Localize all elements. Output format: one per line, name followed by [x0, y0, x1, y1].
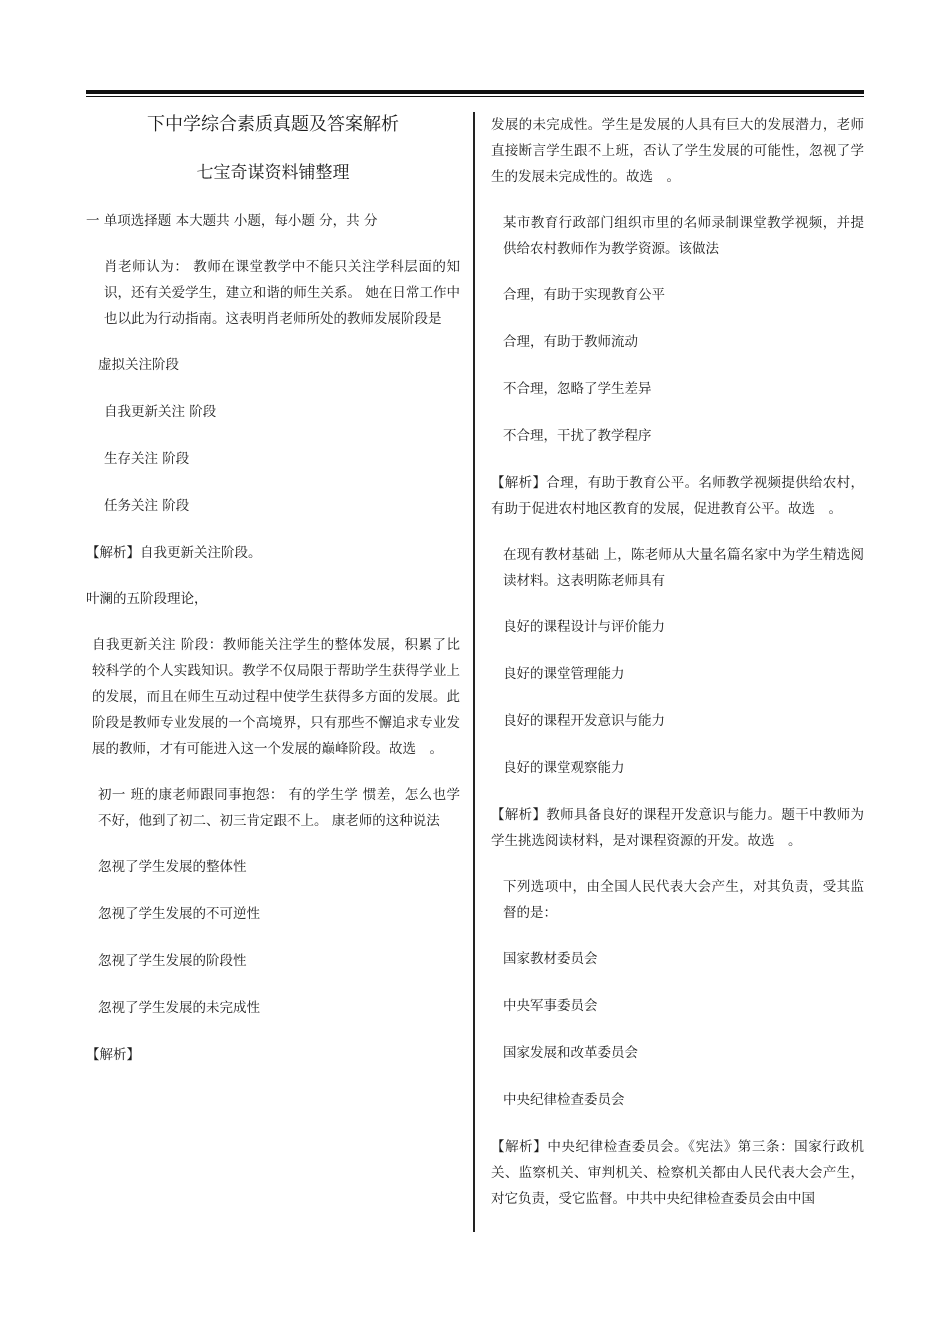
question-2-stem: 初一 班的康老师跟同事抱怨： 有的学生学 惯差，怎么也学不好，他到了初二、初三肯定跟不上。 康老师的这种说法	[98, 787, 460, 829]
question-4-option-a: 良好的课程设计与评价能力	[503, 619, 665, 635]
question-1-stem: 肖老师认为： 教师在课堂教学中不能只关注学科层面的知识，还有关爱学生，建立和谐的师生关系。 她在日常工作中也以此为行动指南。这表明肖老师所处的教师发展阶段是	[104, 259, 460, 327]
question-1-analysis: 【解析】自我更新关注阶段。	[86, 545, 262, 561]
document-subtitle: 七宝奇谋资料铺整理	[196, 163, 350, 183]
question-5-option-b: 中央军事委员会	[503, 998, 598, 1014]
question-1-option-d: 任务关注 阶段	[104, 498, 190, 514]
question-5-option-a: 国家教材委员会	[503, 951, 598, 967]
question-5-analysis: 【解析】中央纪律检查委员会。《宪法》第三条：国家行政机关、监察机关、审判机关、检察机关都由人民代表大会产生，对它负责，受它监督。中共中央纪律检查委员会由中国	[491, 1139, 864, 1207]
question-2-analysis-continued: 发展的未完成性。学生是发展的人具有巨大的发展潜力，老师直接断言学生跟不上班，否认了学生发展的可能性，忽视了学生的发展未完成性的。故选 。	[491, 117, 864, 185]
question-5-stem: 下列选项中，由全国人民代表大会产生，对其负责，受其监督的是：	[503, 879, 864, 921]
question-4-option-c: 良好的课程开发意识与能力	[503, 713, 665, 729]
question-1-option-c: 生存关注 阶段	[104, 451, 190, 467]
question-3-option-b: 合理，有助于教师流动	[503, 334, 638, 350]
question-3-analysis: 【解析】合理，有助于教育公平。名师教学视频提供给农村，有助于促进农村地区教育的发展，促进教育公平。故选 。	[491, 475, 864, 517]
question-3-option-a: 合理，有助于实现教育公平	[503, 287, 665, 303]
question-3-option-c: 不合理，忽略了学生差异	[503, 381, 652, 397]
question-1-option-b: 自我更新关注 阶段	[104, 404, 217, 420]
document-title: 下中学综合素质真题及答案解析	[147, 114, 399, 135]
question-1-option-a: 虚拟关注阶段	[98, 357, 179, 373]
question-4-analysis: 【解析】教师具备良好的课程开发意识与能力。题干中教师为学生挑选阅读材料，是对课程资源的开发。故选 。	[491, 807, 864, 849]
question-2-option-d: 忽视了学生发展的未完成性	[98, 1000, 260, 1016]
question-2-option-b: 忽视了学生发展的不可逆性	[98, 906, 260, 922]
header-rule-thick	[86, 90, 864, 94]
question-4-option-d: 良好的课堂观察能力	[503, 760, 625, 776]
header-rule-thin	[86, 96, 864, 97]
question-3-option-d: 不合理，干扰了教学程序	[503, 428, 652, 444]
right-column	[491, 112, 864, 1232]
question-5-option-c: 国家发展和改革委员会	[503, 1045, 638, 1061]
left-column	[86, 112, 460, 1088]
question-2-analysis: 【解析】	[86, 1047, 140, 1063]
question-3-stem: 某市教育行政部门组织市里的名师录制课堂教学视频，并提供给农村教师作为教学资源。该做法	[503, 215, 864, 257]
question-5-option-d: 中央纪律检查委员会	[503, 1092, 625, 1108]
question-2-option-c: 忽视了学生发展的阶段性	[98, 953, 247, 969]
question-1-theory: 叶澜的五阶段理论，	[86, 591, 208, 607]
question-1-explanation: 自我更新关注 阶段：教师能关注学生的整体发展，积累了比较科学的个人实践知识。教学不仅局限于帮助学生获得学业上的发展，而且在师生互动过程中使学生获得多方面的发展。此阶段是教师专业发展的一个高境界，只有那些不懈追求专业发展的教师，才有可能进入这一个发展的巅峰阶段。故选 。	[92, 637, 460, 757]
question-4-option-b: 良好的课堂管理能力	[503, 666, 625, 682]
section-heading: 一 单项选择题 本大题共 小题，每小题 分，共 分	[86, 213, 378, 229]
column-divider	[473, 112, 475, 1232]
question-2-option-a: 忽视了学生发展的整体性	[98, 859, 247, 875]
question-4-stem: 在现有教材基础 上，陈老师从大量名篇名家中为学生精选阅读材料。这表明陈老师具有	[503, 547, 864, 589]
